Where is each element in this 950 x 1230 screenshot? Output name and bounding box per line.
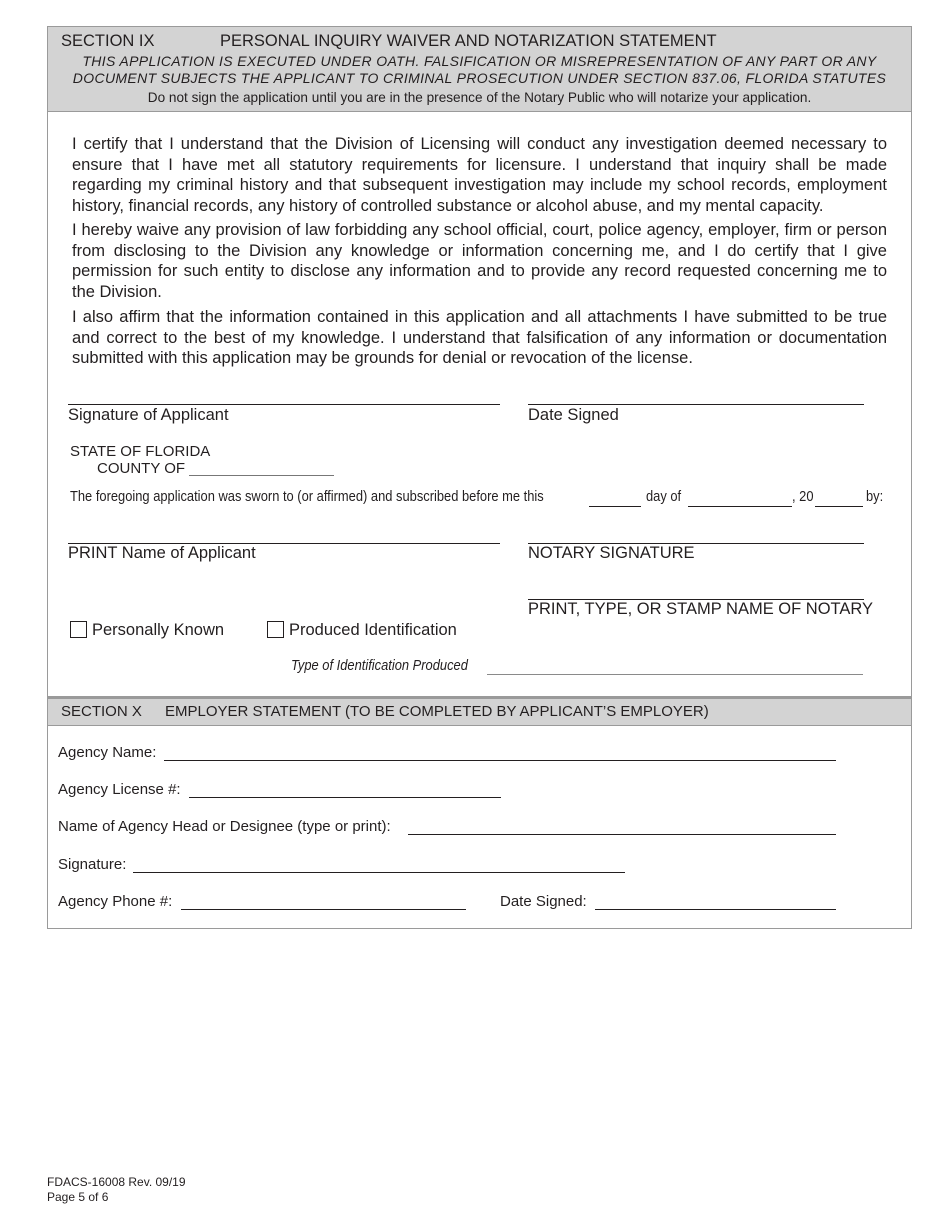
agency-license-field[interactable] [189, 797, 501, 798]
month-line[interactable] [688, 506, 792, 507]
oath-warning-line-1: THIS APPLICATION IS EXECUTED UNDER OATH. FALSIFICATION OR MISREPRESENTATION OF ANY PART OR ANY [82, 53, 877, 69]
personally-known-checkbox[interactable] [70, 621, 87, 638]
agency-phone-field[interactable] [181, 909, 466, 910]
signature-of-applicant-label: Signature of Applicant [68, 406, 229, 424]
year-prefix-label: , 20 [792, 488, 814, 505]
page-number: Page 5 of 6 [47, 1190, 109, 1204]
form-number: FDACS-16008 Rev. 09/19 [47, 1175, 186, 1189]
year-line[interactable] [815, 506, 863, 507]
section-x-title: EMPLOYER STATEMENT (TO BE COMPLETED BY APPLICANT’S EMPLOYER) [165, 703, 709, 720]
employer-signature-label: Signature: [58, 856, 127, 873]
county-label: COUNTY OF [97, 460, 186, 477]
id-type-line[interactable] [487, 674, 863, 675]
date-signed-label: Date Signed [528, 406, 619, 424]
notary-signature-label: NOTARY SIGNATURE [528, 544, 695, 562]
section-ix-title: PERSONAL INQUIRY WAIVER AND NOTARIZATION STATEMENT [220, 32, 717, 50]
produced-identification-label: Produced Identification [289, 621, 457, 639]
id-type-label: Type of Identification Produced [291, 657, 468, 674]
waiver-paragraph: I hereby waive any provision of law forbidding any school official, court, police agency, employer, firm or person from disclosing to the Division any knowledge or information concerning me, and I do certify that I give permission for such entity to disclose any information and to provide any record requested concerning me to the Division. [72, 221, 887, 301]
sworn-statement: The foregoing application was sworn to (or affirmed) and subscribed before me this [70, 488, 544, 505]
day-of-label: day of [646, 488, 682, 505]
notary-print-name-label: PRINT, TYPE, OR STAMP NAME OF NOTARY [528, 600, 874, 618]
notary-presence-notice: Do not sign the application until you are in the presence of the Notary Public who will notarize your application. [147, 90, 812, 105]
agency-license-label: Agency License #: [58, 781, 181, 798]
employer-date-signed-label: Date Signed: [500, 893, 587, 910]
applicant-signature-line[interactable] [68, 404, 500, 405]
section-x-number: SECTION X [61, 703, 142, 720]
print-name-label: PRINT Name of Applicant [68, 544, 256, 562]
date-signed-line[interactable] [528, 404, 864, 405]
employer-signature-field[interactable] [133, 872, 625, 873]
personally-known-label: Personally Known [92, 621, 225, 639]
county-line[interactable] [189, 475, 334, 476]
agency-phone-label: Agency Phone #: [58, 893, 173, 910]
produced-identification-checkbox[interactable] [267, 621, 284, 638]
agency-head-field[interactable] [408, 834, 836, 835]
oath-warning-line-2: DOCUMENT SUBJECTS THE APPLICANT TO CRIMINAL PROSECUTION UNDER SECTION 837.06, FLORIDA STATUTES [72, 70, 887, 86]
state-label: STATE OF FLORIDA [70, 443, 211, 460]
certification-paragraph: I certify that I understand that the Division of Licensing will conduct any investigation deemed necessary to ensure that I have met all statutory requirements for licensure. I understand that inquiry shall be made regarding my criminal history and that subsequent investigation may include my school records, employment history, financial records, any history of controlled substance or alcohol abuse, and my mental capacity. [72, 135, 887, 215]
agency-name-field[interactable] [164, 760, 836, 761]
employer-date-signed-field[interactable] [595, 909, 836, 910]
agency-head-label: Name of Agency Head or Designee (type or print): [58, 818, 391, 835]
section-x-frame [47, 697, 912, 929]
affirmation-paragraph: I also affirm that the information contained in this application and all attachments I have submitted to be true and correct to the best of my knowledge. I understand that falsification of any information or documentation submitted with this application may be grounds for denial or revocation of the license. [72, 308, 887, 367]
section-ix-number: SECTION IX [61, 32, 155, 50]
by-label: by: [866, 488, 884, 505]
agency-name-label: Agency Name: [58, 744, 157, 761]
day-line[interactable] [589, 506, 641, 507]
